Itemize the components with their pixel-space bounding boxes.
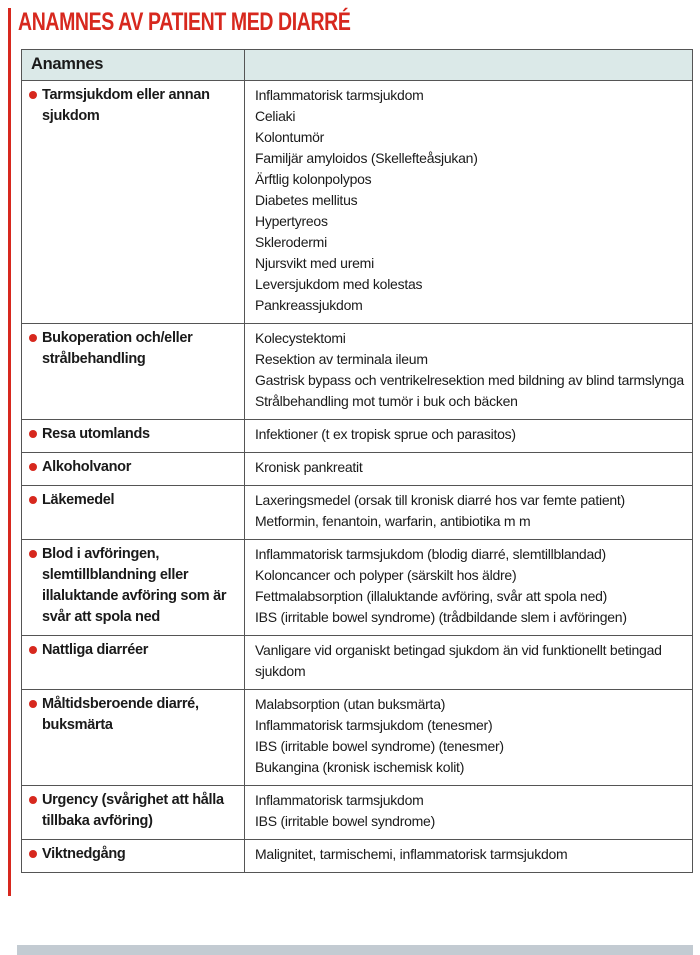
finding-item: Sklerodermi	[255, 234, 327, 250]
red-bullet-icon	[29, 496, 37, 504]
finding-item: Metformin, fenantoin, warfarin, antibiotika m m	[255, 513, 531, 529]
finding-item: Ärftlig kolonpolypos	[255, 171, 372, 187]
category-label: Nattliga diarréer	[42, 642, 149, 658]
red-bullet-icon	[29, 91, 37, 99]
table-row	[22, 690, 693, 786]
finding-item: Inflammatorisk tarmsjukdom	[255, 87, 424, 103]
finding-item: Njursvikt med uremi	[255, 255, 374, 271]
finding-item: Resektion av terminala ileum	[255, 351, 428, 367]
anamnes-table	[21, 49, 693, 873]
findings-cell	[245, 786, 693, 840]
category-label: Blod i avföringen, slemtillblandning eller illaluktande avföring som är svår att spola ned	[42, 546, 227, 625]
finding-item: Malabsorption (utan buksmärta)	[255, 696, 446, 712]
category-cell	[22, 840, 245, 873]
red-bullet-icon	[29, 850, 37, 858]
red-bullet-icon	[29, 463, 37, 471]
category-label: Bukoperation och/eller strålbehandling	[42, 330, 193, 367]
category-label: Läkemedel	[42, 492, 115, 508]
findings-cell	[245, 690, 693, 786]
table-body	[22, 81, 693, 873]
findings-cell	[245, 420, 693, 453]
finding-item: Kronisk pankreatit	[255, 459, 363, 475]
finding-item: Familjär amyloidos (Skellefteåsjukan)	[255, 150, 478, 166]
table-row	[22, 453, 693, 486]
page-title: ANAMNES AV PATIENT MED DIARRÉ	[18, 8, 351, 36]
finding-item: IBS (irritable bowel syndrome) (trådbildande slem i avföringen)	[255, 609, 627, 625]
red-bullet-icon	[29, 334, 37, 342]
finding-item: Malignitet, tarmischemi, inflammatorisk tarmsjukdom	[255, 846, 568, 862]
category-cell	[22, 420, 245, 453]
category-cell	[22, 324, 245, 420]
table-header	[22, 50, 693, 81]
category-label: Alkoholvanor	[42, 459, 132, 475]
table-header-label: Anamnes	[22, 50, 245, 81]
category-cell	[22, 690, 245, 786]
findings-cell	[245, 81, 693, 324]
category-label: Viktnedgång	[42, 846, 126, 862]
findings-cell	[245, 840, 693, 873]
category-cell	[22, 486, 245, 540]
category-cell	[22, 786, 245, 840]
finding-item: Koloncancer och polyper (särskilt hos äldre)	[255, 567, 517, 583]
finding-item: Strålbehandling mot tumör i buk och bäcken	[255, 393, 518, 409]
finding-item: Bukangina (kronisk ischemisk kolit)	[255, 759, 465, 775]
finding-item: Celiaki	[255, 108, 296, 124]
findings-cell	[245, 486, 693, 540]
left-accent-rule	[8, 8, 11, 896]
finding-item: Infektioner (t ex tropisk sprue och parasitos)	[255, 426, 516, 442]
table-header-row	[22, 50, 693, 81]
finding-item: Inflammatorisk tarmsjukdom (blodig diarré, slemtillblandad)	[255, 546, 606, 562]
finding-item: Fettmalabsorption (illaluktande avföring, svår att spola ned)	[255, 588, 608, 604]
findings-cell	[245, 540, 693, 636]
red-bullet-icon	[29, 700, 37, 708]
finding-item: Vanligare vid organiskt betingad sjukdom än vid funktionellt betingad sjukdom	[255, 642, 662, 679]
category-label: Resa utomlands	[42, 426, 150, 442]
red-bullet-icon	[29, 796, 37, 804]
category-cell	[22, 540, 245, 636]
finding-item: Diabetes mellitus	[255, 192, 358, 208]
table-row	[22, 786, 693, 840]
finding-item: Inflammatorisk tarmsjukdom (tenesmer)	[255, 717, 493, 733]
findings-cell	[245, 453, 693, 486]
table-header-empty-cell	[245, 50, 693, 81]
category-label: Tarmsjukdom eller annan sjukdom	[42, 87, 210, 124]
finding-item: Kolecystektomi	[255, 330, 346, 346]
finding-item: Leversjukdom med kolestas	[255, 276, 423, 292]
table-row	[22, 81, 693, 324]
red-bullet-icon	[29, 646, 37, 654]
red-bullet-icon	[29, 430, 37, 438]
finding-item: Kolontumör	[255, 129, 325, 145]
red-bullet-icon	[29, 550, 37, 558]
finding-item: Gastrisk bypass och ventrikelresektion med bildning av blind tarmslynga	[255, 372, 684, 388]
finding-item: IBS (irritable bowel syndrome)	[255, 813, 436, 829]
finding-item: Inflammatorisk tarmsjukdom	[255, 792, 424, 808]
finding-item: Pankreassjukdom	[255, 297, 363, 313]
category-cell	[22, 453, 245, 486]
category-cell	[22, 81, 245, 324]
category-label: Urgency (svårighet att hålla tillbaka avföring)	[42, 792, 224, 829]
table-row	[22, 324, 693, 420]
findings-cell	[245, 636, 693, 690]
finding-item: Hypertyreos	[255, 213, 328, 229]
findings-cell	[245, 324, 693, 420]
table-row	[22, 486, 693, 540]
table-row	[22, 840, 693, 873]
category-cell	[22, 636, 245, 690]
table-row	[22, 636, 693, 690]
table-row	[22, 420, 693, 453]
table-row	[22, 540, 693, 636]
finding-item: IBS (irritable bowel syndrome) (tenesmer)	[255, 738, 504, 754]
category-label: Måltidsberoende diarré, buksmärta	[42, 696, 199, 733]
finding-item: Laxeringsmedel (orsak till kronisk diarré hos var femte patient)	[255, 492, 625, 508]
bottom-divider-bar	[17, 945, 693, 955]
